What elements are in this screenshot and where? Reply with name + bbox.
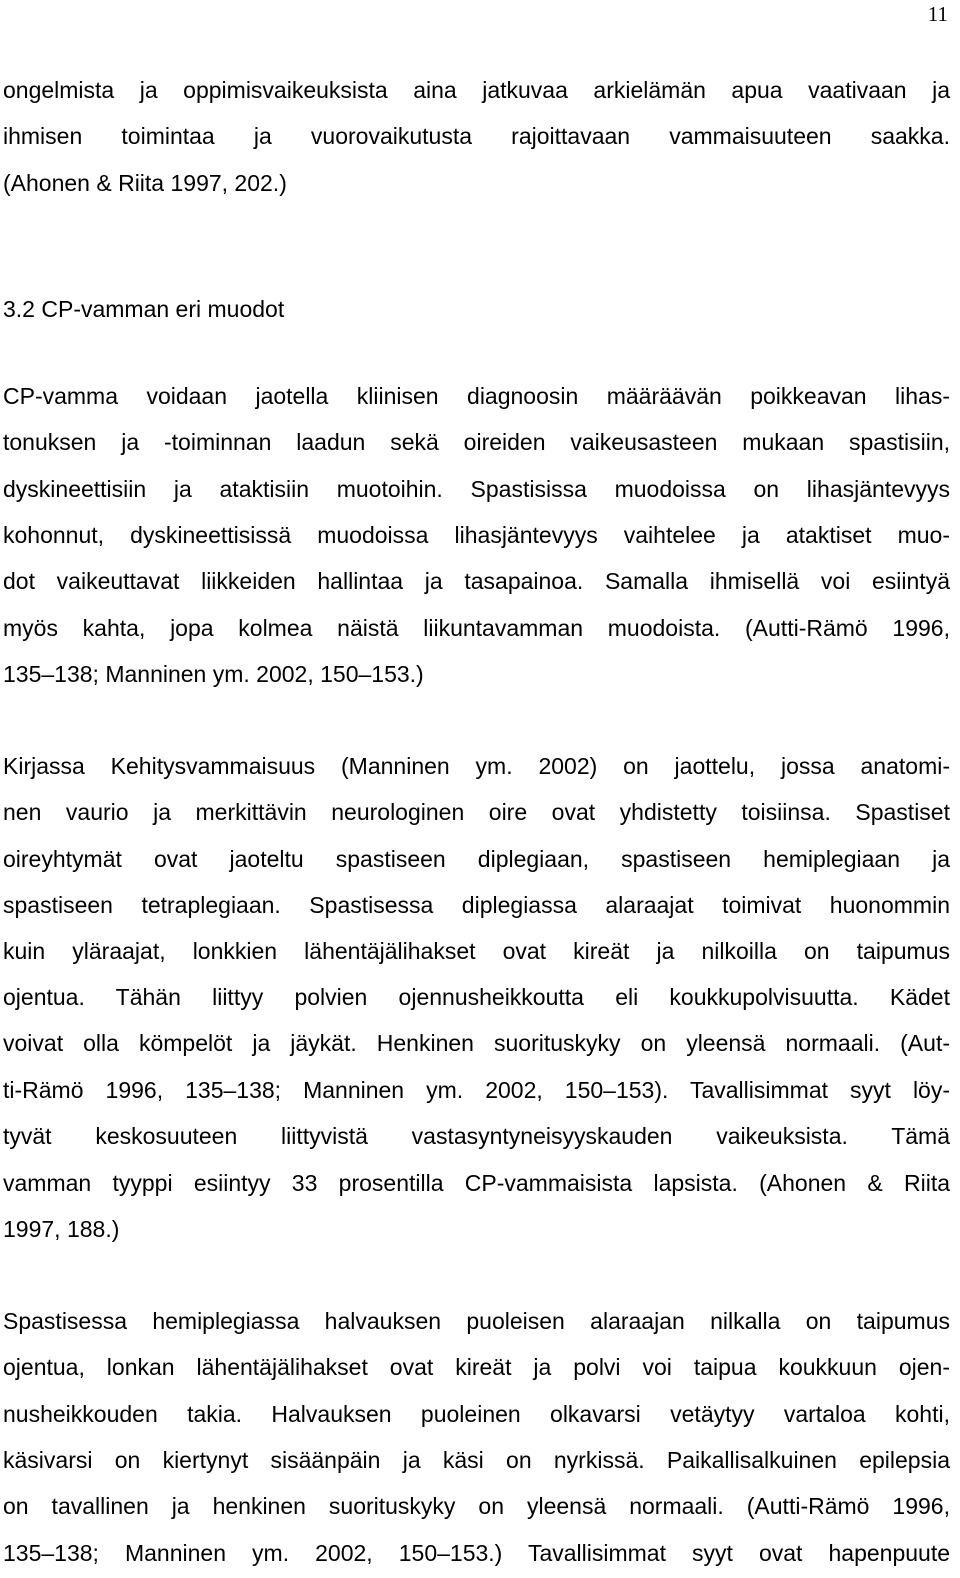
para2-line-9: tyvät keskosuuteen liittyvistä vastasyntyneisyyskauden vaikeuksista. Tämä [3, 1123, 950, 1149]
para3-line-1: Spastisessa hemiplegiassa halvauksen puoleisen alaraajan nilkalla on taipumus [3, 1308, 950, 1334]
para3-line-2: ojentua, lonkan lähentäjälihakset ovat kireät ja polvi voi taipua koukkuun ojen- [3, 1354, 950, 1380]
para2-line-4: spastiseen tetraplegiaan. Spastisessa diplegiassa alaraajat toimivat huonommin [3, 892, 950, 918]
para2-line-5: kuin yläraajat, lonkkien lähentäjälihakset ovat kireät ja nilkoilla on taipumus [3, 938, 950, 964]
para1-line-7: 135–138; Manninen ym. 2002, 150–153.) [3, 661, 424, 687]
para2-line-11: 1997, 188.) [3, 1216, 120, 1242]
para3-line-3: nusheikkouden takia. Halvauksen puoleinen olkavarsi vetäytyy vartaloa kohti, [3, 1401, 950, 1427]
intro-line-1: ongelmista ja oppimisvaikeuksista aina jatkuvaa arkielämän apua vaativaan ja [3, 77, 950, 103]
para1-line-3: dyskineettisiin ja ataktisiin muotoihin. Spastisissa muodoissa on lihasjäntevyys [3, 476, 950, 502]
para1-line-5: dot vaikeuttavat liikkeiden hallintaa ja tasapainoa. Samalla ihmisellä voi esiintyä [3, 568, 950, 594]
page-number: 11 [927, 2, 948, 26]
para2-line-1: Kirjassa Kehitysvammaisuus (Manninen ym. 2002) on jaottelu, jossa anatomi- [3, 753, 950, 779]
para1-line-6: myös kahta, jopa kolmea näistä liikuntavamman muodoista. (Autti-Rämö 1996, [3, 615, 950, 641]
para2-line-2: nen vaurio ja merkittävin neurologinen oire ovat yhdistetty toisiinsa. Spastiset [3, 799, 950, 825]
para2-line-8: ti-Rämö 1996, 135–138; Manninen ym. 2002, 150–153). Tavallisimmat syyt löy- [3, 1077, 950, 1103]
para1-line-4: kohonnut, dyskineettisissä muodoissa lihasjäntevyys vaihtelee ja ataktiset muo- [3, 522, 950, 548]
para2-line-3: oireyhtymät ovat jaoteltu spastiseen diplegiaan, spastiseen hemiplegiaan ja [3, 846, 950, 872]
intro-line-2: ihmisen toimintaa ja vuorovaikutusta rajoittavaan vammaisuuteen saakka. [3, 123, 950, 149]
para3-line-4: käsivarsi on kiertynyt sisäänpäin ja käsi on nyrkissä. Paikallisalkuinen epilepsia [3, 1447, 950, 1473]
para2-line-10: vamman tyyppi esiintyy 33 prosentilla CP-vammaisista lapsista. (Ahonen & Riita [3, 1170, 950, 1196]
intro-line-3: (Ahonen & Riita 1997, 202.) [3, 170, 287, 196]
para1-line-1: CP-vamma voidaan jaotella kliinisen diagnoosin määräävän poikkeavan lihas- [3, 383, 950, 409]
para3-line-6: 135–138; Manninen ym. 2002, 150–153.) Tavallisimmat syyt ovat hapenpuute [3, 1540, 950, 1566]
para2-line-6: ojentua. Tähän liittyy polvien ojennusheikkoutta eli koukkupolvisuutta. Kädet [3, 984, 950, 1010]
para1-line-2: tonuksen ja -toiminnan laadun sekä oireiden vaikeusasteen mukaan spastisiin, [3, 429, 950, 455]
para3-line-5: on tavallinen ja henkinen suorituskyky on yleensä normaali. (Autti-Rämö 1996, [3, 1493, 950, 1519]
para2-line-7: voivat olla kömpelöt ja jäykät. Henkinen suorituskyky on yleensä normaali. (Aut- [3, 1030, 950, 1056]
section-heading: 3.2 CP-vamman eri muodot [3, 296, 285, 322]
